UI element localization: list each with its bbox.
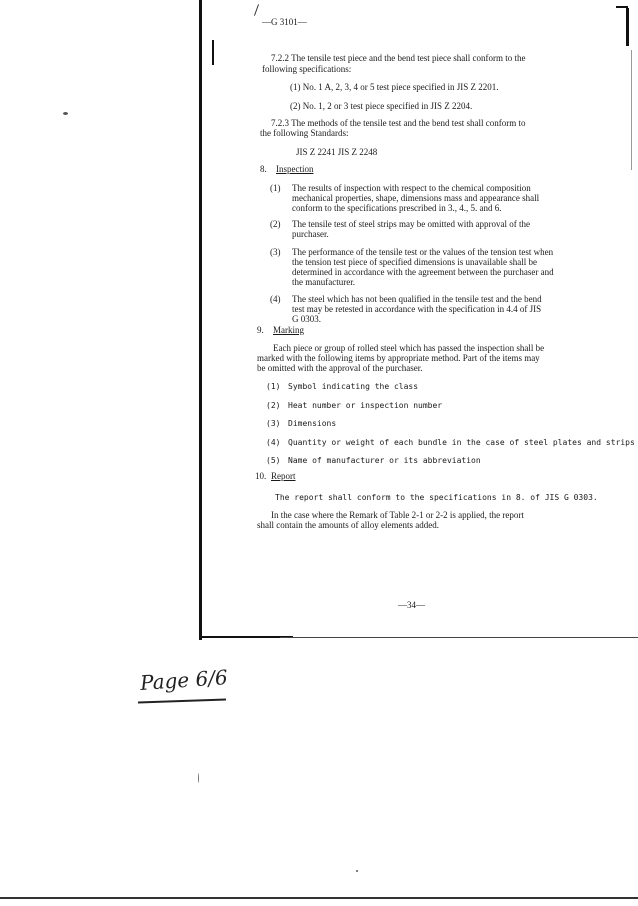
marking-item-1-text: Symbol indicating the class (288, 382, 419, 391)
report-paragraph-2-line-2: shall contain the amounts of alloy elements added. (257, 520, 439, 530)
scan-speck (63, 112, 68, 115)
section-10-number: 10. (255, 471, 267, 481)
scan-edge-bottom-line-thin (280, 637, 638, 638)
inspection-item-4-line-2: test may be retested in accordance with the specification in 4.4 of JIS (292, 304, 542, 314)
handwritten-page-note: Page 6/6 (139, 664, 229, 696)
scan-edge-left-line-inner (212, 40, 214, 65)
document-header: —G 3101— (262, 17, 307, 27)
clause-7-2-2-item-1: (1) No. 1 A, 2, 3, 4 or 5 test piece specified in JIS Z 2201. (290, 82, 499, 92)
marking-item-1-num: (1) (266, 382, 281, 391)
scan-edge-left-line (199, 0, 202, 640)
inspection-item-3-line-4: the manufacturer. (292, 277, 355, 287)
scan-bottom-rule (0, 897, 638, 899)
marking-item-2-num: (2) (266, 401, 281, 410)
marking-intro-line-1: Each piece or group of rolled steel which has passed the inspection shall be (273, 343, 545, 353)
scan-speck (356, 870, 358, 872)
clause-7-2-2-lead: 7.2.2 The tensile test piece and the bend test piece shall conform to the (271, 53, 526, 63)
section-9-title: Marking (273, 325, 304, 335)
marking-intro-line-3: be omitted with the approval of the purchaser. (257, 363, 423, 373)
report-paragraph-1: The report shall conform to the specifications in 8. of JIS G 0303. (275, 493, 598, 502)
clause-7-2-3-lead: 7.2.3 The methods of the tensile test and the bend test shall conform to (271, 118, 526, 128)
handwritten-underline (138, 698, 226, 703)
inspection-item-2-line-2: purchaser. (292, 229, 329, 239)
section-9-number: 9. (257, 325, 264, 335)
inspection-item-1-line-3: conform to the specifications prescribed in 3., 4., 5. and 6. (292, 203, 502, 213)
marking-item-2-text: Heat number or inspection number (288, 401, 443, 410)
scan-edge-right-faint (631, 50, 632, 170)
inspection-item-4-line-1: The steel which has not been qualified in the tensile test and the bend (292, 294, 542, 304)
marking-item-4-text: Quantity or weight of each bundle in the case of steel plates and strips (288, 438, 635, 447)
section-8-number: 8. (260, 164, 267, 174)
inspection-item-1-line-2: mechanical properties, shape, dimensions mass and appearance shall (292, 193, 540, 203)
section-10-title: Report (271, 471, 296, 481)
clause-7-2-2-item-2: (2) No. 1, 2 or 3 test piece specified in JIS Z 2204. (290, 101, 473, 111)
scan-edge-bottom-line (199, 636, 293, 638)
scan-top-slash (254, 4, 259, 16)
inspection-item-2-num: (2) (270, 219, 281, 229)
marking-intro-line-2: marked with the following items by appropriate method. Part of the items may (257, 353, 540, 363)
clause-7-2-3-cont: the following Standards: (260, 128, 349, 138)
marking-item-4-num: (4) (266, 438, 281, 447)
inspection-item-1-line-1: The results of inspection with respect to the chemical composition (292, 183, 531, 193)
report-paragraph-2-line-1: In the case where the Remark of Table 2-1 or 2-2 is applied, the report (271, 510, 524, 520)
inspection-item-3-line-3: determined in accordance with the agreement between the purchaser and (292, 267, 554, 277)
scan-edge-right-mark (626, 8, 629, 46)
scan-edge-right-cap (616, 6, 628, 8)
inspection-item-3-num: (3) (270, 247, 281, 257)
page-number: —34— (398, 600, 425, 610)
clause-7-2-3-standards: JIS Z 2241 JIS Z 2248 (296, 147, 378, 157)
scan-speck (198, 773, 199, 783)
marking-item-5-text: Name of manufacturer or its abbreviation (288, 456, 481, 465)
inspection-item-2-line-1: The tensile test of steel strips may be omitted with approval of the (292, 219, 530, 229)
inspection-item-3-line-2: the tension test piece of specified dimensions is unavailable shall be (292, 257, 537, 267)
inspection-item-4-num: (4) (270, 294, 281, 304)
marking-item-3-text: Dimensions (288, 419, 337, 428)
inspection-item-1-num: (1) (270, 183, 281, 193)
marking-item-3-num: (3) (266, 419, 281, 428)
inspection-item-4-line-3: G 0303. (292, 314, 321, 324)
clause-7-2-2-cont: following specifications: (262, 64, 352, 74)
marking-item-5-num: (5) (266, 456, 281, 465)
inspection-item-3-line-1: The performance of the tensile test or the values of the tension test when (292, 247, 554, 257)
section-8-title: Inspection (276, 164, 314, 174)
